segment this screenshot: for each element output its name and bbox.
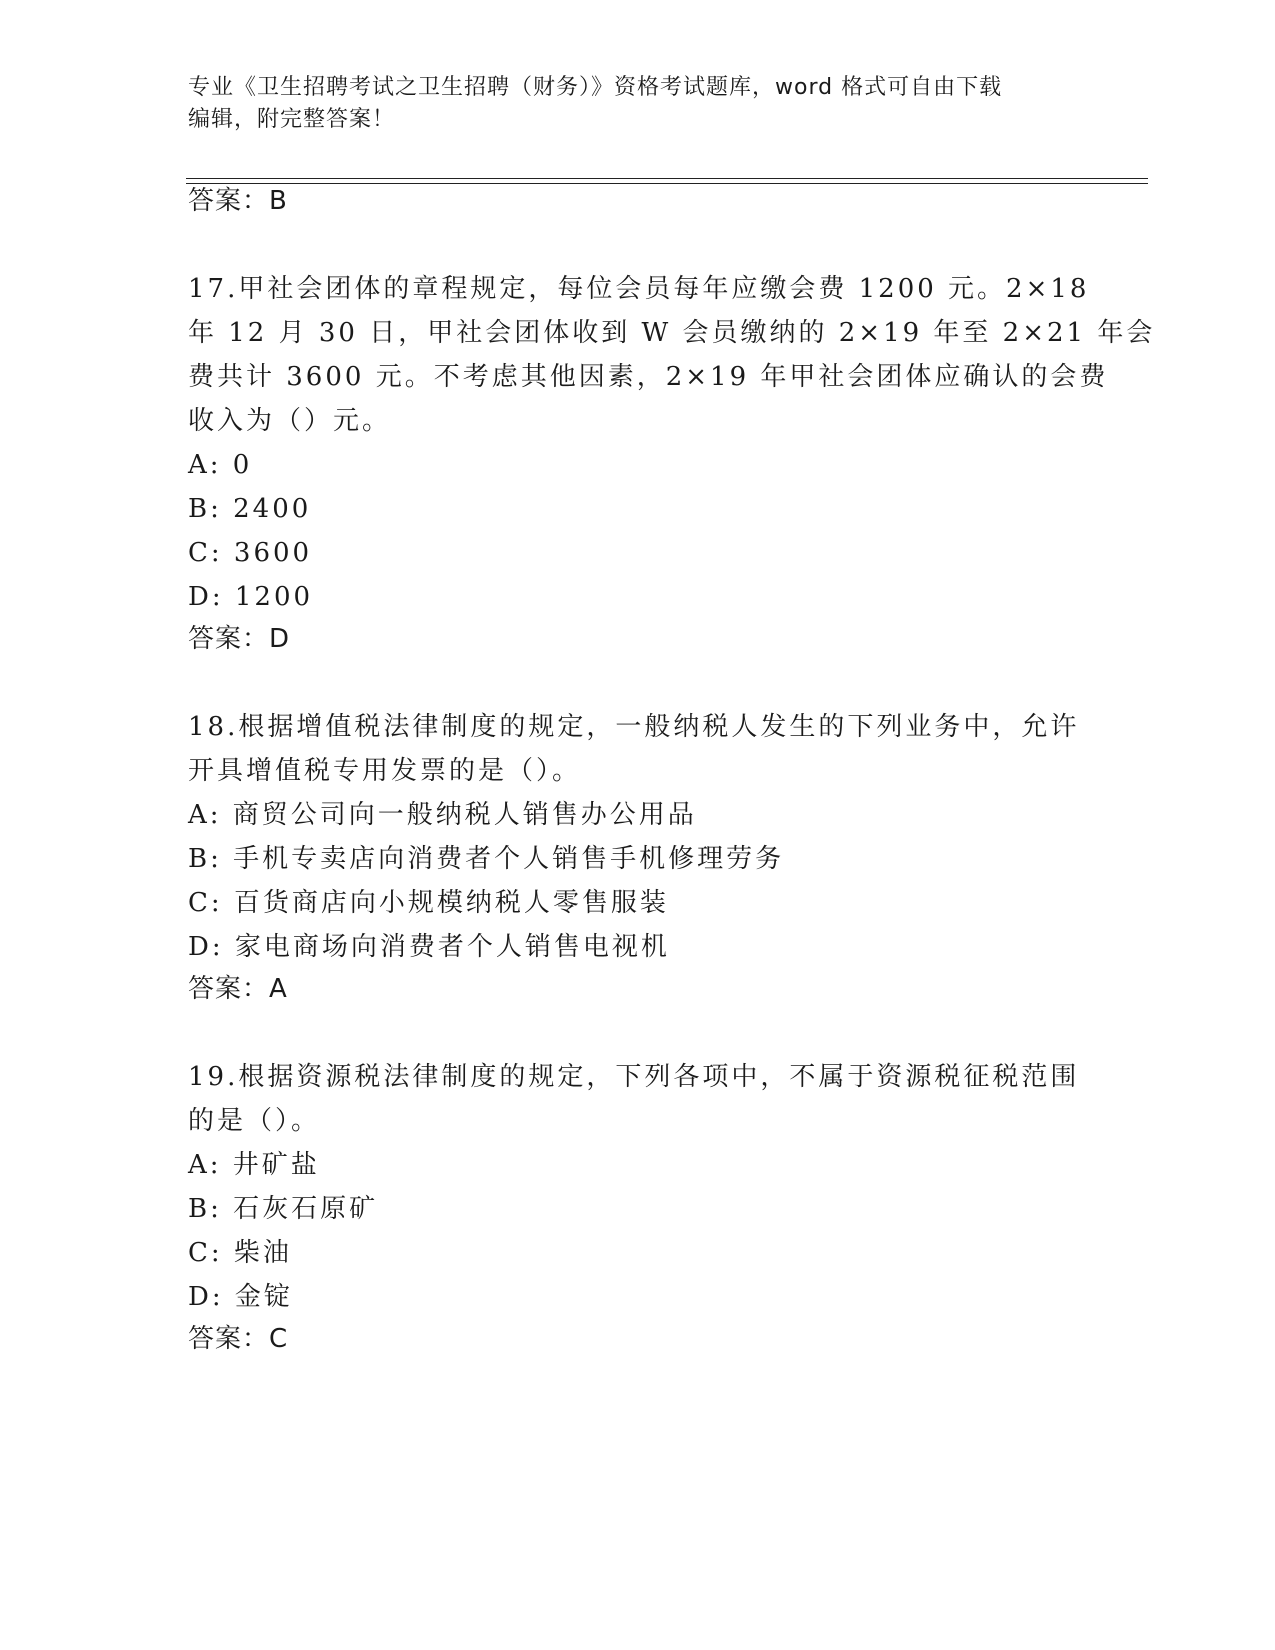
question-17-stem-line-2: 年 12 月 30 日，甲社会团体收到 W 会员缴纳的 2×19 年至 2×21 年会 <box>188 318 1156 348</box>
question-17-option-b: B: 2400 <box>188 494 312 524</box>
question-19-option-c: C: 柴油 <box>188 1238 292 1268</box>
answer-value: B <box>269 186 288 216</box>
question-17-option-c: C: 3600 <box>188 538 313 568</box>
header-line-1: 专业《卫生招聘考试之卫生招聘（财务）》资格考试题库，word 格式可自由下载 <box>188 75 1003 100</box>
question-18-answer <box>188 966 288 1012</box>
question-19-answer <box>188 1316 288 1362</box>
answer-label: 答案： <box>188 624 270 654</box>
header-divider-bottom <box>186 183 1148 184</box>
question-18-stem-line-2: 开具增值税专用发票的是（）。 <box>188 756 582 786</box>
prev-answer <box>188 178 288 224</box>
question-18-option-b: B: 手机专卖店向消费者个人销售手机修理劳务 <box>188 844 785 874</box>
answer-value: D <box>269 624 291 654</box>
answer-label: 答案： <box>188 974 270 1004</box>
question-18-option-d: D: 家电商场向消费者个人销售电视机 <box>188 932 670 962</box>
question-17-stem-line-1: 17.甲社会团体的章程规定，每位会员每年应缴会费 1200 元。2×18 <box>188 274 1090 304</box>
header-divider-top <box>186 178 1148 179</box>
question-18-stem-line-1: 18.根据增值税法律制度的规定，一般纳税人发生的下列业务中，允许 <box>188 712 1080 742</box>
question-17-option-a: A: 0 <box>188 450 253 480</box>
header-note <box>188 72 1068 136</box>
question-19-option-d: D: 金锭 <box>188 1282 293 1312</box>
question-19-option-b: B: 石灰石原矿 <box>188 1194 379 1224</box>
answer-label: 答案： <box>188 186 270 216</box>
answer-label: 答案： <box>188 1324 270 1354</box>
question-18-option-a: A: 商贸公司向一般纳税人销售办公用品 <box>188 800 697 830</box>
question-17-option-d: D: 1200 <box>188 582 314 612</box>
question-18-option-c: C: 百货商店向小规模纳税人零售服装 <box>188 888 669 918</box>
question-17-stem-line-4: 收入为（）元。 <box>188 406 392 436</box>
question-19-stem-line-2: 的是（）。 <box>188 1106 321 1136</box>
header-line-2: 编辑，附完整答案！ <box>188 107 396 132</box>
question-19-option-a: A: 井矿盐 <box>188 1150 320 1180</box>
question-17-stem-line-3: 费共计 3600 元。不考虑其他因素，2×19 年甲社会团体应确认的会费 <box>188 362 1109 392</box>
question-17-answer <box>188 616 290 662</box>
answer-value: A <box>269 974 288 1004</box>
answer-value: C <box>269 1324 289 1354</box>
question-19-stem-line-1: 19.根据资源税法律制度的规定，下列各项中，不属于资源税征税范围 <box>188 1062 1080 1092</box>
